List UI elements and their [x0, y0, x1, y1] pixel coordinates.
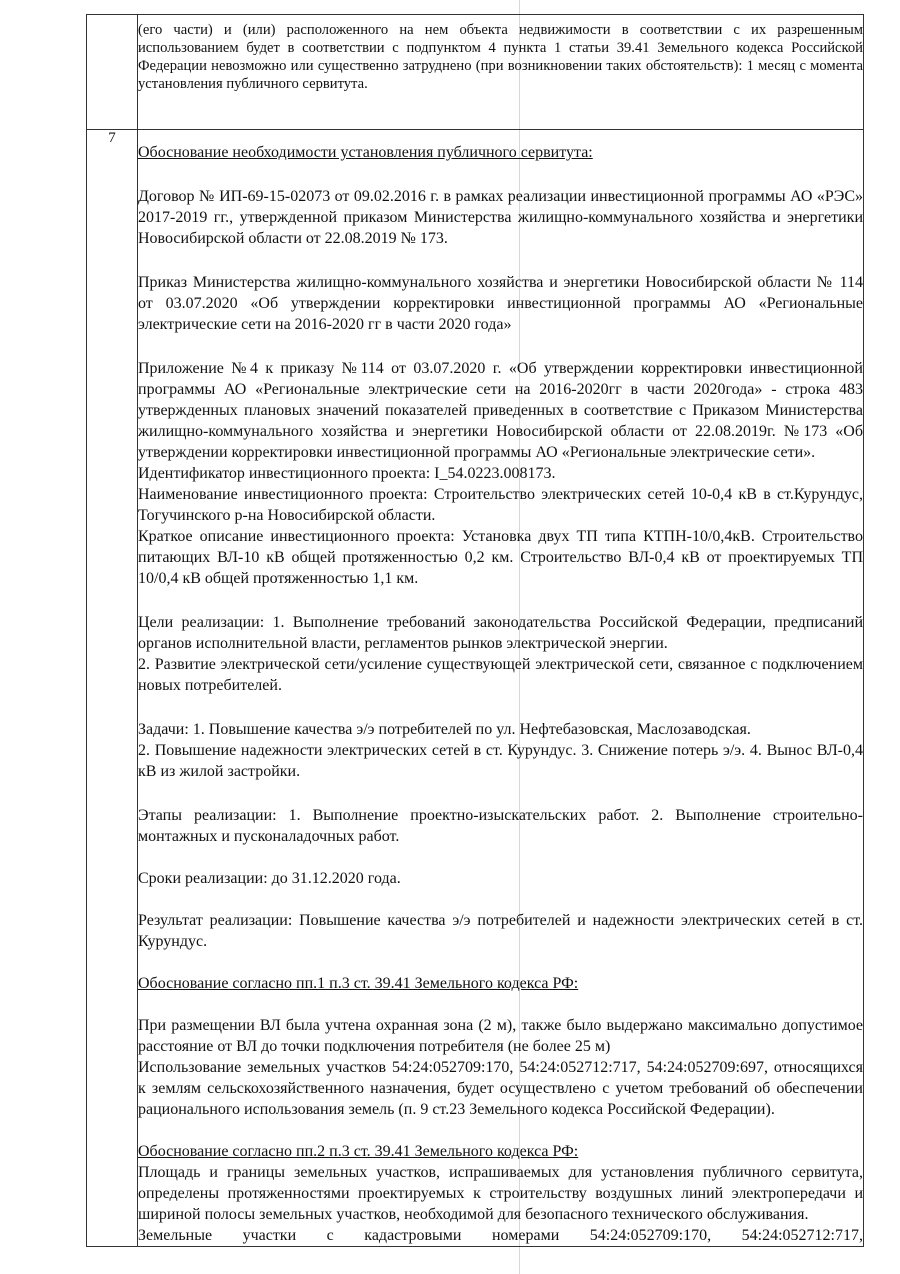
row-number-cell	[87, 15, 138, 130]
paragraph-tasks-a: Задачи: 1. Повышение качества э/э потребителей по ул. Нефтебазовская, Маслозаводская.	[138, 721, 751, 738]
paragraph-pp1-b: Использование земельных участков 54:24:052709:170, 54:24:052712:717, 54:24:052709:697, относящихся к землям сельскохозяйственного назначения, будет осуществлено с учетом требований об обеспечении рационального использования земель (п. 9 ст.23 Земельного кодекса Российской Федерации).	[138, 1059, 863, 1118]
previous-row-text: (его части) и (или) расположенного на нем объекта недвижимости в соответствии с их разрешенным использованием будет в соответствии с подпунктом 4 пункта 1 статьи 39.41 Земельного кодекса Российской Федерации невозможно или существенно затруднено (при возникновении таких обстоятельств): 1 месяц с момента установления публичного сервитута.	[138, 22, 863, 92]
paragraph-pp2-a: Площадь и границы земельных участков, испрашиваемых для установления публичного сервитута, определены протяженностями проектируемых к строительству воздушных линий электропередачи и шириной полосы земельных участков, необходимой для безопасного технического обслуживания.	[138, 1164, 863, 1223]
paragraph-order: Приказ Министерства жилищно-коммунального хозяйства и энергетики Новосибирской области № 114 от 03.07.2020 «Об утверждении корректировки инвестиционной программы АО «Региональные электрические сети на 2016-2020 гг в части 2020 года»	[138, 274, 863, 333]
table-row-7	[87, 130, 864, 1247]
paragraph-goals-1: Цели реализации: 1. Выполнение требований законодательства Российской Федерации, предписаний органов исполнительной власти, регламентов рынков электрической энергии.	[138, 614, 863, 652]
paragraph-terms	[138, 868, 863, 889]
heading-pp1: Обоснование согласно пп.1 п.3 ст. 39.41 Земельного кодекса РФ:	[138, 975, 579, 992]
paragraph-identifier: Идентификатор инвестиционного проекта: I_54.0223.008173.	[138, 465, 556, 482]
table-row-previous	[87, 15, 864, 130]
row-content-cell	[138, 130, 864, 1247]
paragraph-contract: Договор № ИП-69-15-02073 от 09.02.2016 г. в рамках реализации инвестиционной программы АО «РЭС» 2017-2019 гг., утвержденной приказом Министерства жилищно-коммунального хозяйства и энергетики Новосибирской области от 22.08.2019 № 173.	[138, 188, 863, 247]
paragraph-project-name: Наименование инвестиционного проекта: Строительство электрических сетей 10-0,4 кВ в ст.Курундус, Тогучинского р-на Новосибирской области.	[138, 486, 863, 524]
paragraph-stages: Этапы реализации: 1. Выполнение проектно-изыскательских работ. 2. Выполнение строительно-монтажных и пусконаладочных работ.	[138, 807, 863, 845]
paragraph-pp1-a: При размещении ВЛ была учтена охранная зона (2 м), также было выдержано максимально допустимое расстояние от ВЛ до точки подключения потребителя (не более 25 м)	[138, 1017, 863, 1055]
row-number-cell: 7	[87, 130, 138, 1247]
heading-pp2: Обоснование согласно пп.2 п.3 ст. 39.41 Земельного кодекса РФ:	[138, 1143, 579, 1160]
section-heading: Обоснование необходимости установления публичного сервитута:	[138, 144, 593, 161]
terms-label: Сроки реализации:	[138, 870, 268, 887]
paragraph-tasks-b: 2. Повышение надежности электрических сетей в ст. Курундус. 3. Снижение потерь э/э. 4. Вынос ВЛ-0,4 кВ из жилой застройки.	[138, 742, 863, 780]
document-table	[86, 14, 864, 1247]
paragraph-brief: Краткое описание инвестиционного проекта: Установка двух ТП типа КТПН-10/0,4кВ. Строительство питающих ВЛ-10 кВ общей протяженностью 0,2 км. Строительство ВЛ-0,4 кВ от проектируемых ТП 10/0,4 кВ общей протяженностью 1,1 км.	[138, 528, 863, 587]
paragraph-pp2-b: Земельные участки с кадастровыми номерами 54:24:052709:170, 54:24:052712:717,	[138, 1227, 863, 1244]
paragraph-goals-2: 2. Развитие электрической сети/усиление существующей электрической сети, связанное с подключением новых потребителей.	[138, 656, 863, 694]
paragraph-result: Результат реализации: Повышение качества э/э потребителей и надежности электрических сетей в ст. Курундус.	[138, 912, 863, 950]
row-content-cell	[138, 15, 864, 130]
terms-value: до 31.12.2020 года.	[271, 870, 401, 887]
paragraph-appendix: Приложение №4 к приказу №114 от 03.07.2020 г. «Об утверждении корректировки инвестиционной программы АО «Региональные электрические сети на 2016-2020гг в части 2020года» - строка 483 утвержденных плановых значений показателей приведенных в соответствие с Приказом Министерства жилищно-коммунального хозяйства и энергетики Новосибирской области от 22.08.2019г. №173 «Об утверждении корректировки инвестиционной программы АО «Региональные электрические сети».	[138, 360, 863, 461]
